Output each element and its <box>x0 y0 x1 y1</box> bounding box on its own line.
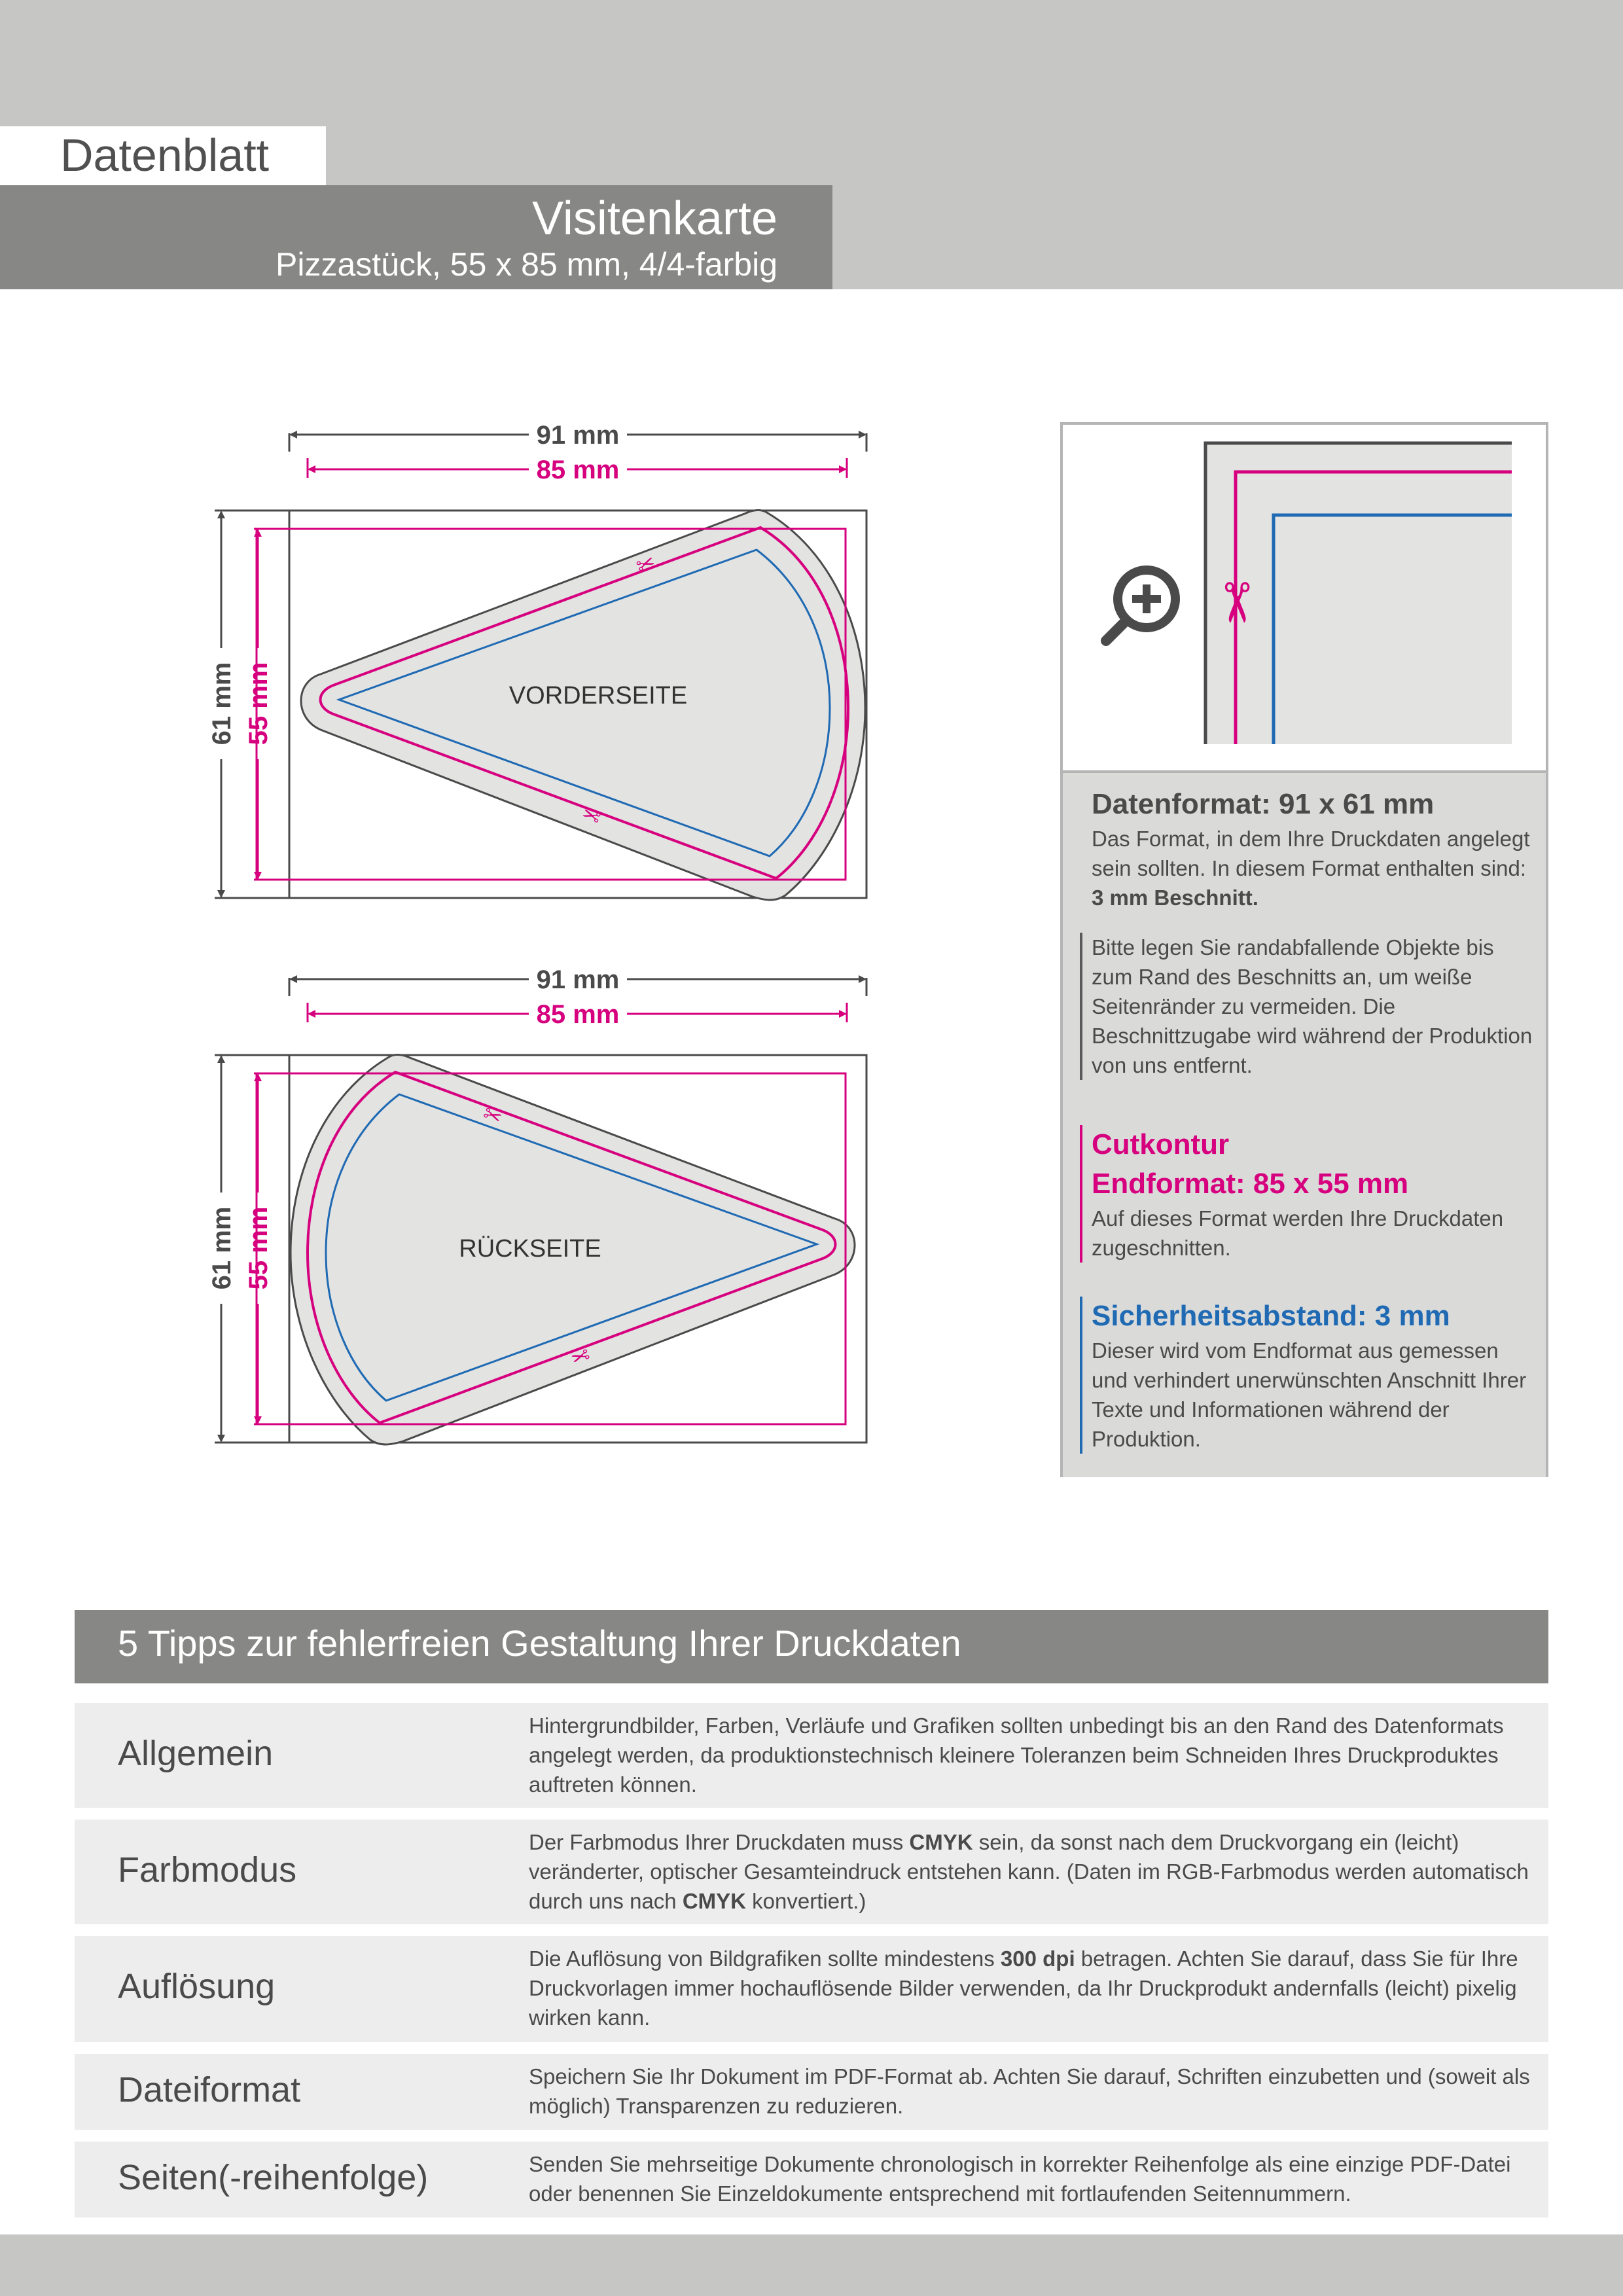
tip-row-allgemein <box>75 1703 1548 1808</box>
safety-heading: Sicherheitsabstand: 3 mm <box>1092 1300 1450 1332</box>
tip-text: Speichern Sie Ihr Dokument im PDF-Format ab. Achten Sie darauf, Schriften einzubetten und (soweit als möglich) Transparenzen zu reduzieren. <box>529 2064 1530 2118</box>
data-format-heading: Datenformat: 91 x 61 mm <box>1092 788 1435 820</box>
page-title: Visitenkarte <box>532 192 777 245</box>
tip-label: Dateiformat <box>118 2070 301 2109</box>
tip-row-farbmodus <box>75 1820 1548 1924</box>
tip-label: Auflösung <box>118 1967 276 2006</box>
front-width-final: 85 mm <box>536 456 620 484</box>
tip-row-aufloesung <box>75 1936 1548 2042</box>
tip-label: Farbmodus <box>118 1850 297 1890</box>
info-text-area <box>1063 770 1546 1477</box>
scissors-icon: ✂ <box>567 1340 593 1371</box>
tips-heading: 5 Tipps zur fehlerfreien Gestaltung Ihrer Druckdaten <box>118 1623 961 1664</box>
cut-text: Auf dieses Format werden Ihre Druckdaten zugeschnitten. <box>1092 1206 1504 1260</box>
tip-row-seiten <box>75 2142 1548 2217</box>
cut-info <box>1092 1125 1537 1263</box>
cut-heading-1: Cutkontur <box>1092 1128 1230 1160</box>
scissors-icon: ✂ <box>1205 579 1267 626</box>
bleed-note <box>1092 933 1537 1080</box>
front-diagram <box>207 421 866 900</box>
bleed-note-text: Bitte legen Sie randabfallende Objekte bis zum Rand des Beschnitts an, um weiße Seitenränder zu vermeiden. Die Beschnittzugabe wird während der Produktion von uns entfernt. <box>1080 933 1537 1080</box>
scissors-icon: ✂ <box>632 549 660 580</box>
tip-text: Hintergrundbilder, Farben, Verläufe und Grafiken sollten unbedingt bis an den Rand des Datenformats angelegt werden, da produktionstechnisch kleinere Toleranzen beim Schneiden Ihres Druckproduktes auftreten können. <box>529 1713 1504 1797</box>
back-side-label: RÜCKSEITE <box>459 1235 601 1263</box>
detail-zoom-graphic <box>1063 425 1546 768</box>
safety-text: Dieser wird vom Endformat aus gemessen und verhindert unerwünschten Anschnitt Ihrer Texte und Informationen während der Produktion. <box>1092 1338 1527 1451</box>
safety-info <box>1092 1297 1537 1454</box>
footer-band <box>0 2234 1623 2296</box>
back-height-total: 61 mm <box>207 1206 236 1290</box>
cut-heading-2: Endformat: 85 x 55 mm <box>1092 1168 1409 1200</box>
front-height-final: 55 mm <box>244 662 273 745</box>
data-format-info <box>1092 785 1537 912</box>
tip-label: Seiten(-reihenfolge) <box>118 2158 429 2197</box>
zoom-plus-icon <box>1106 570 1175 641</box>
info-panel <box>1060 422 1548 1477</box>
tip-label: Allgemein <box>118 1734 274 1773</box>
tips-header <box>75 1610 1548 1683</box>
front-side-label: VORDERSEITE <box>508 682 688 709</box>
tip-row-dateiformat <box>75 2054 1548 2130</box>
back-width-total: 91 mm <box>536 965 620 994</box>
data-format-text: Das Format, in dem Ihre Druckdaten angelegt sein sollten. In diesem Format enthalten sind: 3 mm Beschnitt. <box>1092 827 1530 910</box>
scissors-icon: ✂ <box>479 1101 506 1132</box>
page-subtitle: Pizzastück, 55 x 85 mm, 4/4-farbig <box>276 246 777 283</box>
back-diagram <box>207 965 866 1444</box>
front-height-total: 61 mm <box>207 662 236 745</box>
tip-text: Senden Sie mehrseitige Dokumente chronologisch in korrekter Reihenfolge als eine einzige PDF-Datei oder benennen Sie Einzeldokumente entsprechend mit fortlaufenden Seitennummern. <box>529 2152 1511 2206</box>
tip-text: Der Farbmodus Ihrer Druckdaten muss CMYK sein, da sonst nach dem Druckvorgang ein (leicht) veränderter, optischer Gesamteindruck entstehen kann. (Daten im RGB-Farbmodus werden automatisch durch uns nach CMYK konvertiert.) <box>529 1830 1529 1913</box>
cut-info-block <box>1080 1125 1537 1263</box>
datenblatt-label: Datenblatt <box>60 130 270 181</box>
safety-info-block <box>1080 1297 1537 1454</box>
front-width-total: 91 mm <box>536 421 620 450</box>
tip-text: Die Auflösung von Bildgrafiken sollte mindestens 300 dpi betragen. Achten Sie darauf, dass Sie für Ihre Druckvorlagen immer hochauflösende Bilder verwenden, da Ihr Druckprodukt andernfalls (leicht) pixelig wirken kann. <box>529 1946 1518 2030</box>
back-height-final: 55 mm <box>244 1206 273 1290</box>
scissors-icon: ✂ <box>579 799 605 830</box>
back-width-final: 85 mm <box>536 1000 620 1029</box>
